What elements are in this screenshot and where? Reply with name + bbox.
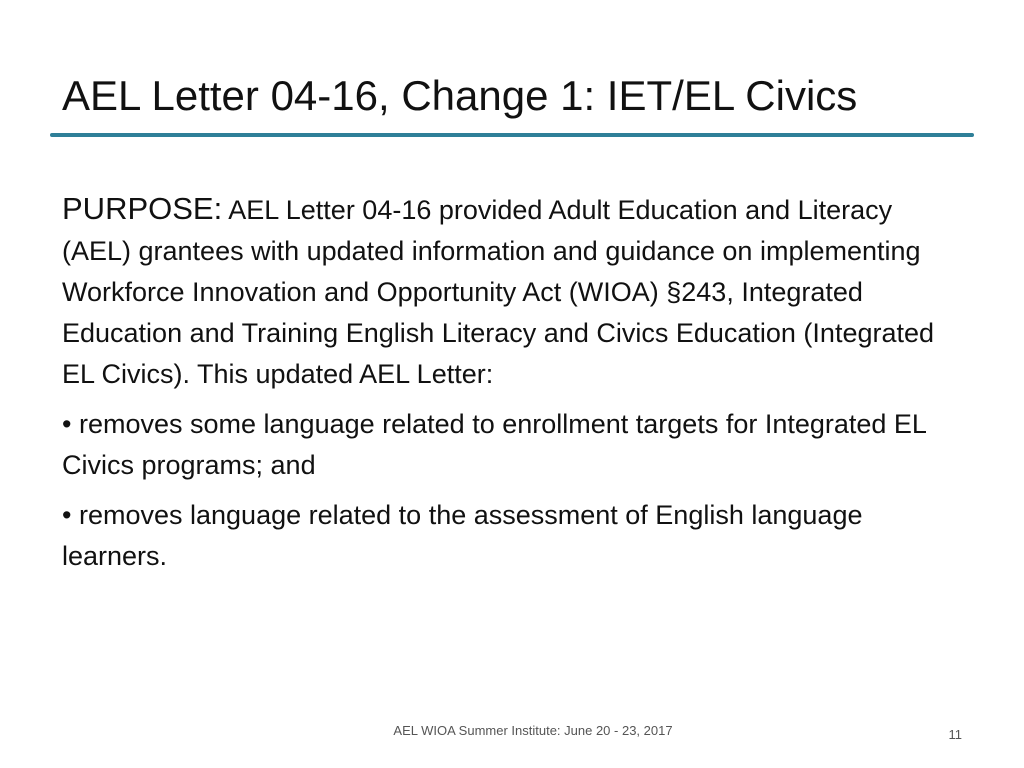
- bullet-item: [62, 404, 962, 486]
- bullet-text: removes language related to the assessment of English language learners.: [62, 500, 863, 571]
- bullet-text: removes some language related to enrollment targets for Integrated EL Civics programs; and: [62, 409, 926, 480]
- purpose-text: AEL Letter 04-16 provided Adult Education and Literacy (AEL) grantees with updated information and guidance on implementing Workforce Innovation and Opportunity Act (WIOA) §243, Integrated Education and Training English Literacy and Civics Education (Integrated EL Civics). This updated AEL Letter:: [62, 195, 935, 389]
- page-number: 11: [948, 727, 962, 742]
- bullet-item: [62, 495, 962, 577]
- title-divider: [50, 133, 974, 137]
- slide-title: AEL Letter 04-16, Change 1: IET/EL Civics: [62, 72, 858, 119]
- footer-text: AEL WIOA Summer Institute: June 20 - 23, 2017: [393, 723, 673, 738]
- slide-content: [62, 188, 962, 577]
- bullet-marker: •: [62, 409, 72, 439]
- purpose-label: PURPOSE:: [62, 191, 223, 226]
- purpose-paragraph: [62, 188, 962, 395]
- bullet-marker: •: [62, 500, 72, 530]
